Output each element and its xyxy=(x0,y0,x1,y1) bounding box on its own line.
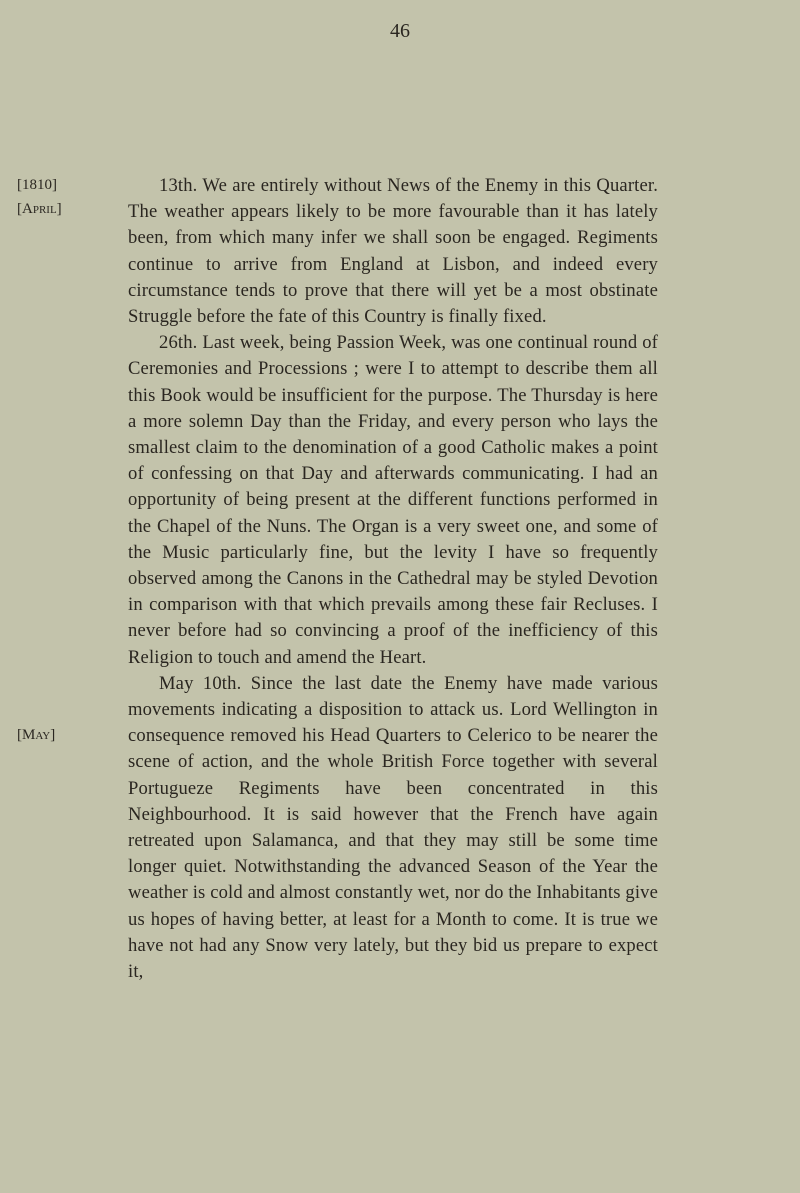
margin-note-april: [April] xyxy=(17,201,62,217)
margin-note-may: [May] xyxy=(17,727,56,743)
paragraph-april-13: 13th. We are entirely without News of the Enemy in this Quarter. The weather appears likely to be more favourable than it has lately been, from which many infer we shall soon be engaged. Regiments continue to arrive from England at Lisbon, and indeed every circumstance tends to prove that there will yet be a most obstinate Struggle before the fate of this Country is finally fixed. xyxy=(128,175,658,328)
margin-note-year: [1810] xyxy=(17,177,57,193)
page-number: 46 xyxy=(390,20,410,42)
paragraph-may-10: May 10th. Since the last date the Enemy have made various movements indicating a disposition to attack us. Lord Wellington in consequence removed his Head Quarters to Celerico to be nearer the scene of action, and the whole British Force together with several Portugueze Regiments have been concentrated in this Neighbourhood. It is said however that the French have again retreated upon Salamanca, and that they may still be some time longer quiet. Notwithstanding the advanced Season of the Year the weather is cold and almost constantly wet, nor do the Inhabitants give us hopes of having better, at least for a Month to come. It is true we have not had any Snow very lately, but they bid us prepare to expect it, xyxy=(128,672,658,983)
journal-text xyxy=(128,173,658,985)
paragraph-april-26: 26th. Last week, being Passion Week, was one continual round of Ceremonies and Processions ; were I to attempt to describe them all this Book would be insufficient for the purpose. The Thursday is here a more solemn Day than the Friday, and every person who lays the smallest claim to the denomination of a good Catholic makes a point of confessing on that Day and afterwards communicating. I had an opportunity of being present at the different functions performed in the Chapel of the Nuns. The Organ is a very sweet one, and some of the Music particularly fine, but the levity I have so frequently observed among the Canons in the Cathedral may be styled Devotion in comparison with that which prevails among these fair Recluses. I never before had so convincing a proof of the inefficiency of this Religion to touch and amend the Heart. xyxy=(128,332,658,668)
